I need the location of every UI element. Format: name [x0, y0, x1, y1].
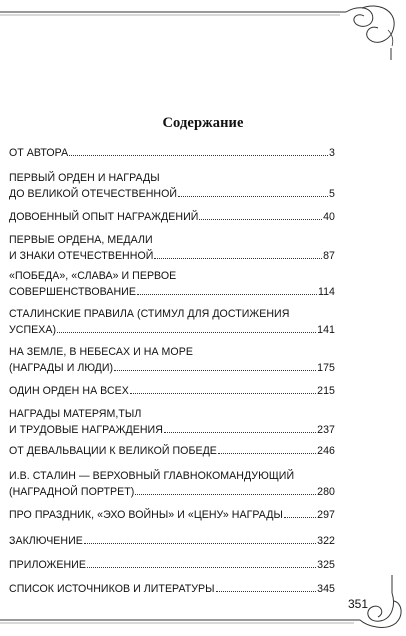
toc-entry-page: 246 — [317, 445, 335, 457]
dot-leader — [57, 322, 316, 333]
dot-leader — [218, 443, 316, 454]
toc-entry-page: 114 — [317, 286, 335, 298]
page-number: 351 — [348, 597, 369, 611]
toc-entry-title: «ПОБЕДА», «СЛАВА» И ПЕРВОЕ — [9, 270, 177, 282]
toc-entry — [9, 307, 335, 337]
toc-entry-title: ПРО ПРАЗДНИК, «ЭХО ВОЙНЫ» И «ЦЕНУ» НАГРАДЫ — [9, 509, 283, 521]
toc-entry-page: 141 — [317, 324, 335, 336]
toc-entry-line — [9, 422, 335, 437]
toc-entry-title: И.В. СТАЛИН — ВЕРХОВНЫЙ ГЛАВНОКОМАНДУЮЩИЙ — [9, 470, 295, 482]
toc-entry-page: 40 — [323, 211, 335, 223]
dot-leader — [87, 557, 316, 568]
dot-leader — [69, 145, 328, 156]
toc-entry-title: ДО ВЕЛИКОЙ ОТЕЧЕСТВЕННОЙ — [9, 188, 178, 200]
toc-entry — [9, 345, 335, 375]
dot-leader — [114, 360, 316, 371]
toc-entry-title: НАГРАДЫ МАТЕРЯМ,ТЫЛ — [9, 408, 142, 420]
toc-entry-page: 322 — [317, 535, 335, 547]
toc-entry-title: (НАГРАДНОЙ ПОРТРЕТ) — [9, 486, 135, 498]
toc-entry-page: 297 — [317, 509, 335, 521]
toc-entry — [9, 171, 335, 201]
toc-entry-page: 345 — [317, 583, 335, 595]
dot-leader — [130, 383, 316, 394]
toc-entry-page: 237 — [317, 424, 335, 436]
toc-entry-title: (НАГРАДЫ И ЛЮДИ) — [9, 362, 114, 374]
toc-entry — [9, 209, 335, 224]
toc-entry-title: ЗАКЛЮЧЕНИЕ — [9, 535, 83, 547]
decorative-frame-top — [0, 0, 406, 60]
dot-leader — [178, 186, 328, 197]
dot-leader — [199, 209, 322, 220]
dot-leader — [164, 422, 316, 433]
toc-entry-page: 325 — [317, 559, 335, 571]
toc-entry-title: ОДИН ОРДЕН НА ВСЕХ — [9, 385, 129, 397]
toc-entry-line — [9, 507, 335, 522]
toc-entry-title: ПЕРВЫЕ ОРДЕНА, МЕДАЛИ — [9, 234, 153, 246]
toc-entry-title: ОТ АВТОРА — [9, 147, 69, 159]
toc-entry-title: И ЗНАКИ ОТЕЧЕСТВЕННОЙ — [9, 250, 154, 262]
toc-entry-title: И ТРУДОВЫЕ НАГРАЖДЕНИЯ — [9, 424, 163, 436]
toc-entry-title: ПРИЛОЖЕНИЕ — [9, 559, 86, 571]
toc-entry-page: 87 — [323, 250, 335, 262]
toc-entry-page: 215 — [317, 385, 335, 397]
toc-entry-page: 3 — [329, 147, 335, 159]
toc-entry — [9, 443, 335, 458]
toc-entry-page: 175 — [317, 362, 335, 374]
toc-entry-line — [9, 360, 335, 375]
toc-entry-line — [9, 145, 335, 160]
toc-entry-title: ПЕРВЫЙ ОРДЕН И НАГРАДЫ — [9, 172, 160, 184]
toc-entry-title: НА ЗЕМЛЕ, В НЕБЕСАХ И НА МОРЕ — [9, 346, 193, 358]
toc-entry — [9, 507, 335, 522]
toc-entry — [9, 533, 335, 548]
toc-entry — [9, 145, 335, 160]
toc-entry-title: УСПЕХА) — [9, 324, 57, 336]
toc-entry-line — [9, 248, 335, 263]
toc-entry-title: ДОВОЕННЫЙ ОПЫТ НАГРАЖДЕНИЙ — [9, 211, 199, 223]
toc-entry-line — [9, 484, 335, 499]
dot-leader — [135, 484, 316, 495]
toc-entry-title: СПИСОК ИСТОЧНИКОВ И ЛИТЕРАТУРЫ — [9, 583, 215, 595]
toc-entry-page: 5 — [329, 188, 335, 200]
toc-entry-page: 280 — [317, 486, 335, 498]
dot-leader — [137, 284, 317, 295]
toc-entry-line — [9, 209, 335, 224]
toc-entry — [9, 383, 335, 398]
dot-leader — [84, 533, 316, 544]
toc-entry — [9, 469, 335, 499]
toc-entry-line — [9, 383, 335, 398]
toc-entry-line — [9, 186, 335, 201]
toc-entry — [9, 407, 335, 437]
decorative-frame-bottom — [0, 575, 406, 636]
toc-entry-title: ОТ ДЕВАЛЬВАЦИИ К ВЕЛИКОЙ ПОБЕДЕ — [9, 445, 217, 457]
toc-entry-line — [9, 533, 335, 548]
toc-entry-title: СОВЕРШЕНСТВОВАНИЕ — [9, 286, 136, 298]
toc-entry — [9, 233, 335, 263]
toc-entry-title: СТАЛИНСКИЕ ПРАВИЛА (СТИМУЛ ДЛЯ ДОСТИЖЕНИЯ — [9, 308, 290, 320]
toc-entry — [9, 557, 335, 572]
toc-entry-line — [9, 557, 335, 572]
contents-heading: Содержание — [162, 115, 244, 131]
toc-entry-line — [9, 322, 335, 337]
toc-entry-line — [9, 284, 335, 299]
dot-leader — [284, 507, 316, 518]
dot-leader — [154, 248, 322, 259]
toc-entry-line — [9, 443, 335, 458]
toc-entry — [9, 269, 335, 299]
